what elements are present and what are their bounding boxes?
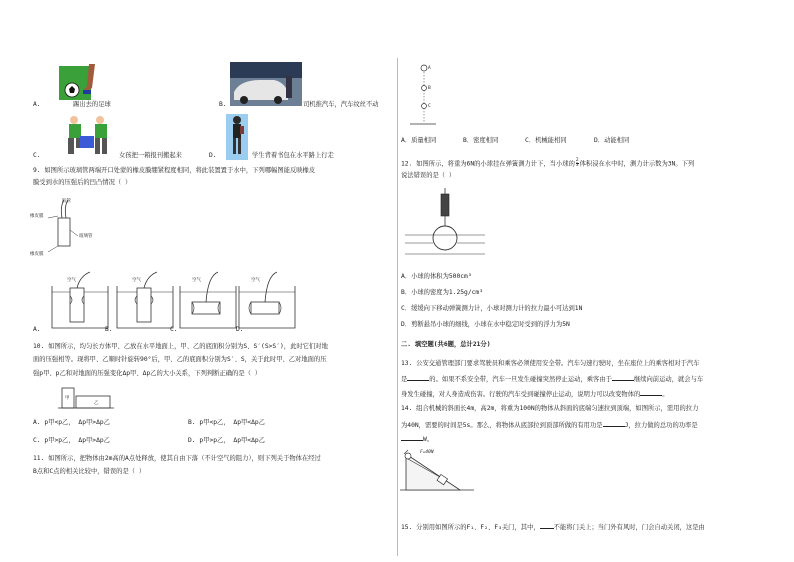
option-d-label: D. — [209, 152, 217, 159]
q11-point-b: B — [428, 86, 431, 91]
q11-option-b: B．密度相同 — [463, 137, 499, 144]
soccer-kick-icon — [59, 64, 105, 100]
q15-line-1-a: 15. 分别用如图所示的F₁、F₂、F₃关门，其中， — [401, 524, 540, 531]
q9-device-figure — [40, 196, 110, 258]
glass-tube-icon — [40, 196, 110, 258]
q15-line-1 — [401, 522, 705, 532]
q11-point-a: A — [428, 66, 431, 71]
lift-box-image — [64, 114, 114, 158]
q14-force-label: F=40N — [420, 450, 434, 455]
q14-line-1: 14. 组合机械的斜面长4m，高2m，将重为100N的物体从斜面的底端匀速拉到顶端，如图所示，需用的拉力 — [401, 405, 699, 412]
q14-line-2-b: J，拉力做的总功的功率是 — [624, 422, 698, 429]
q13-line-1: 13. 公安交通管理部门要求驾驶员和乘客必须使用安全带。汽车匀速行驶时，坐在座位上的乘客相对于汽车 — [401, 360, 700, 367]
q12-option-c: C．缓缓向下移动弹簧测力计，小球对测力计的拉力最小可达到1N — [401, 305, 583, 312]
q10-option-a: A. p甲<p乙， Δp甲>Δp乙 — [33, 419, 110, 426]
q14-blank-2[interactable] — [401, 434, 423, 441]
q9-air-a: 空气 — [67, 278, 76, 283]
q12-fraction — [576, 159, 579, 168]
q9-label-membrane-bottom: 橡皮膜 — [30, 252, 44, 257]
q13-line-3-a: 身发生碰撞，对人身造成伤害。行驶的汽车受到碰撞停止运动，说明力可以改变物体的 — [401, 391, 641, 398]
q14-blank-1[interactable] — [603, 420, 625, 427]
q12-option-d: D．剪断悬吊小球的细线，小球在水中稳定时受到的浮力为5N — [401, 321, 570, 328]
q9-option-c-figure — [178, 276, 240, 330]
q9-air-b: 空气 — [132, 278, 141, 283]
push-car-image — [230, 62, 302, 106]
column-divider — [397, 58, 398, 556]
q12-line-1 — [401, 159, 694, 169]
q13-blank-1[interactable] — [407, 374, 429, 381]
q9-label-membrane-top: 橡皮膜 — [30, 214, 44, 219]
q10-line-1: 10. 如图所示，均匀长方体甲、乙放在水平地面上，甲、乙的底面积分别为S、S′(S>S′)，此时它们对地 — [33, 343, 328, 350]
q9-option-b-label: B. — [105, 326, 113, 333]
walk-bag-image — [226, 114, 248, 160]
q13-blank-3[interactable] — [640, 389, 662, 396]
q10-option-d: D. p甲>p乙， Δp甲<Δp乙 — [188, 437, 265, 444]
q11-fall-figure — [408, 62, 438, 126]
spring-scale-icon — [405, 188, 485, 264]
q10-figure-jia: 甲 — [65, 396, 70, 401]
option-a-label: A. — [33, 101, 41, 108]
q14-line-2-a: 为40N，需要的时间是5s。那么，将物体从底部拉到顶部所做的有用功是 — [401, 422, 603, 429]
q12-option-a: A．小球的体积为500cm³ — [401, 273, 472, 280]
q15-line-1-b: 不能将门关上；当门外有风时，门会自动关闭，这是由 — [553, 524, 705, 531]
q9-option-b-figure — [115, 276, 177, 330]
q14-line-3 — [401, 434, 433, 444]
q14-line-2 — [401, 420, 698, 430]
q10-option-b: B. p甲<p乙， Δp甲<Δp乙 — [188, 419, 265, 426]
section-heading-fill-in: 二. 填空题(共6题，总计21分) — [401, 341, 491, 348]
q12-line-1-start: 12. 如图所示，将重为6N的小球挂在弹簧测力计下，当小球的 — [401, 160, 575, 168]
q9-option-a-figure — [50, 276, 112, 330]
q10-line-2: 面的压强相等。现将甲、乙顺时针旋转90°后，甲、乙的底面积分别为S′、S，关于此时甲、乙对地面的压 — [33, 356, 327, 363]
beaker-d-icon — [237, 276, 299, 330]
option-c-label: C. — [33, 152, 41, 159]
push-car-icon — [230, 62, 302, 106]
q9-label-hose: 胶管 — [62, 199, 71, 204]
q11-option-a: A．质量相同 — [401, 137, 437, 144]
q9-air-d: 空气 — [251, 278, 260, 283]
q11-option-d: D．动能相同 — [594, 137, 630, 144]
option-a-text: 踢出去的足球 — [73, 101, 111, 108]
q10-line-3: 强p甲、p乙和对地面的压强变化Δp甲、Δp乙的大小关系，下列判断正确的是（ ） — [33, 370, 262, 377]
q12-fraction-numerator: 2 — [575, 158, 579, 163]
beaker-a-icon — [50, 276, 112, 330]
walk-bag-icon — [226, 114, 248, 160]
q9-option-d-figure — [237, 276, 299, 330]
q9-option-c-label: C. — [170, 326, 178, 333]
q12-fraction-denominator: 3 — [575, 163, 579, 168]
q9-option-d-label: D. — [236, 326, 244, 333]
q13-line-2 — [401, 374, 703, 384]
option-d-text: 学生背着书包在水平路上行走 — [252, 152, 334, 159]
q12-option-b: B．小球的密度为1.25g/cm³ — [401, 289, 483, 296]
q13-blank-2[interactable] — [612, 374, 634, 381]
q13-line-2-c: 继续向前运动，就会与车 — [633, 376, 704, 383]
q12-line-1-end: 体积浸在水中时，测力计示数为3N。下列 — [579, 160, 695, 168]
q9-air-c: 空气 — [192, 278, 201, 283]
q14-line-3-b: W。 — [423, 436, 434, 443]
q9-option-a-label: A. — [33, 326, 41, 333]
q9-line-2: 膜受到水的压强后的凹凸情况（ ） — [33, 179, 132, 186]
q13-line-2-b: 的。如果不系安全带，汽车一旦发生碰撞突然停止运动，乘客由于 — [429, 376, 612, 383]
soccer-kick-image — [59, 64, 105, 100]
beaker-b-icon — [115, 276, 177, 330]
q11-line-1: 11. 如图所示，把物体由2m高的A点处释放，使其自由下落（不计空气的阻力），则下列关于物体在经过 — [33, 455, 321, 462]
beaker-c-icon — [178, 276, 240, 330]
q12-line-2: 说法错误的是（ ） — [401, 172, 456, 179]
q13-line-3 — [401, 389, 669, 399]
falling-object-icon — [408, 62, 438, 126]
q14-incline-figure — [400, 450, 474, 492]
incline-pulley-icon — [400, 450, 474, 492]
option-b-label: B. — [219, 101, 227, 108]
q11-option-c: C．机械能相同 — [525, 137, 567, 144]
q13-line-2-a: 是 — [401, 376, 408, 383]
lift-box-icon — [64, 114, 114, 158]
option-b-text: 司机推汽车，汽车纹丝不动 — [303, 101, 379, 108]
q13-line-3-b: 。 — [662, 391, 669, 398]
q12-float-figure — [405, 188, 485, 264]
q15-blank-1[interactable] — [540, 522, 554, 529]
q11-point-c: C — [428, 104, 431, 109]
q9-line-1: 9. 如图所示玻璃管两端开口处蒙的橡皮膜绷紧程度相同，将此装置置于水中，下列哪幅图能反映橡皮 — [33, 167, 316, 174]
q10-option-c: C. p甲>p乙， Δp甲>Δp乙 — [33, 437, 110, 444]
option-c-text: 女孩把一箱报刊搬起来 — [119, 152, 182, 159]
q10-figure-yi: 乙 — [94, 401, 99, 406]
q11-line-2: B点和C点的相关比较中，错误的是（ ） — [33, 468, 146, 475]
q9-label-glass-tube: 玻璃管 — [79, 234, 93, 239]
